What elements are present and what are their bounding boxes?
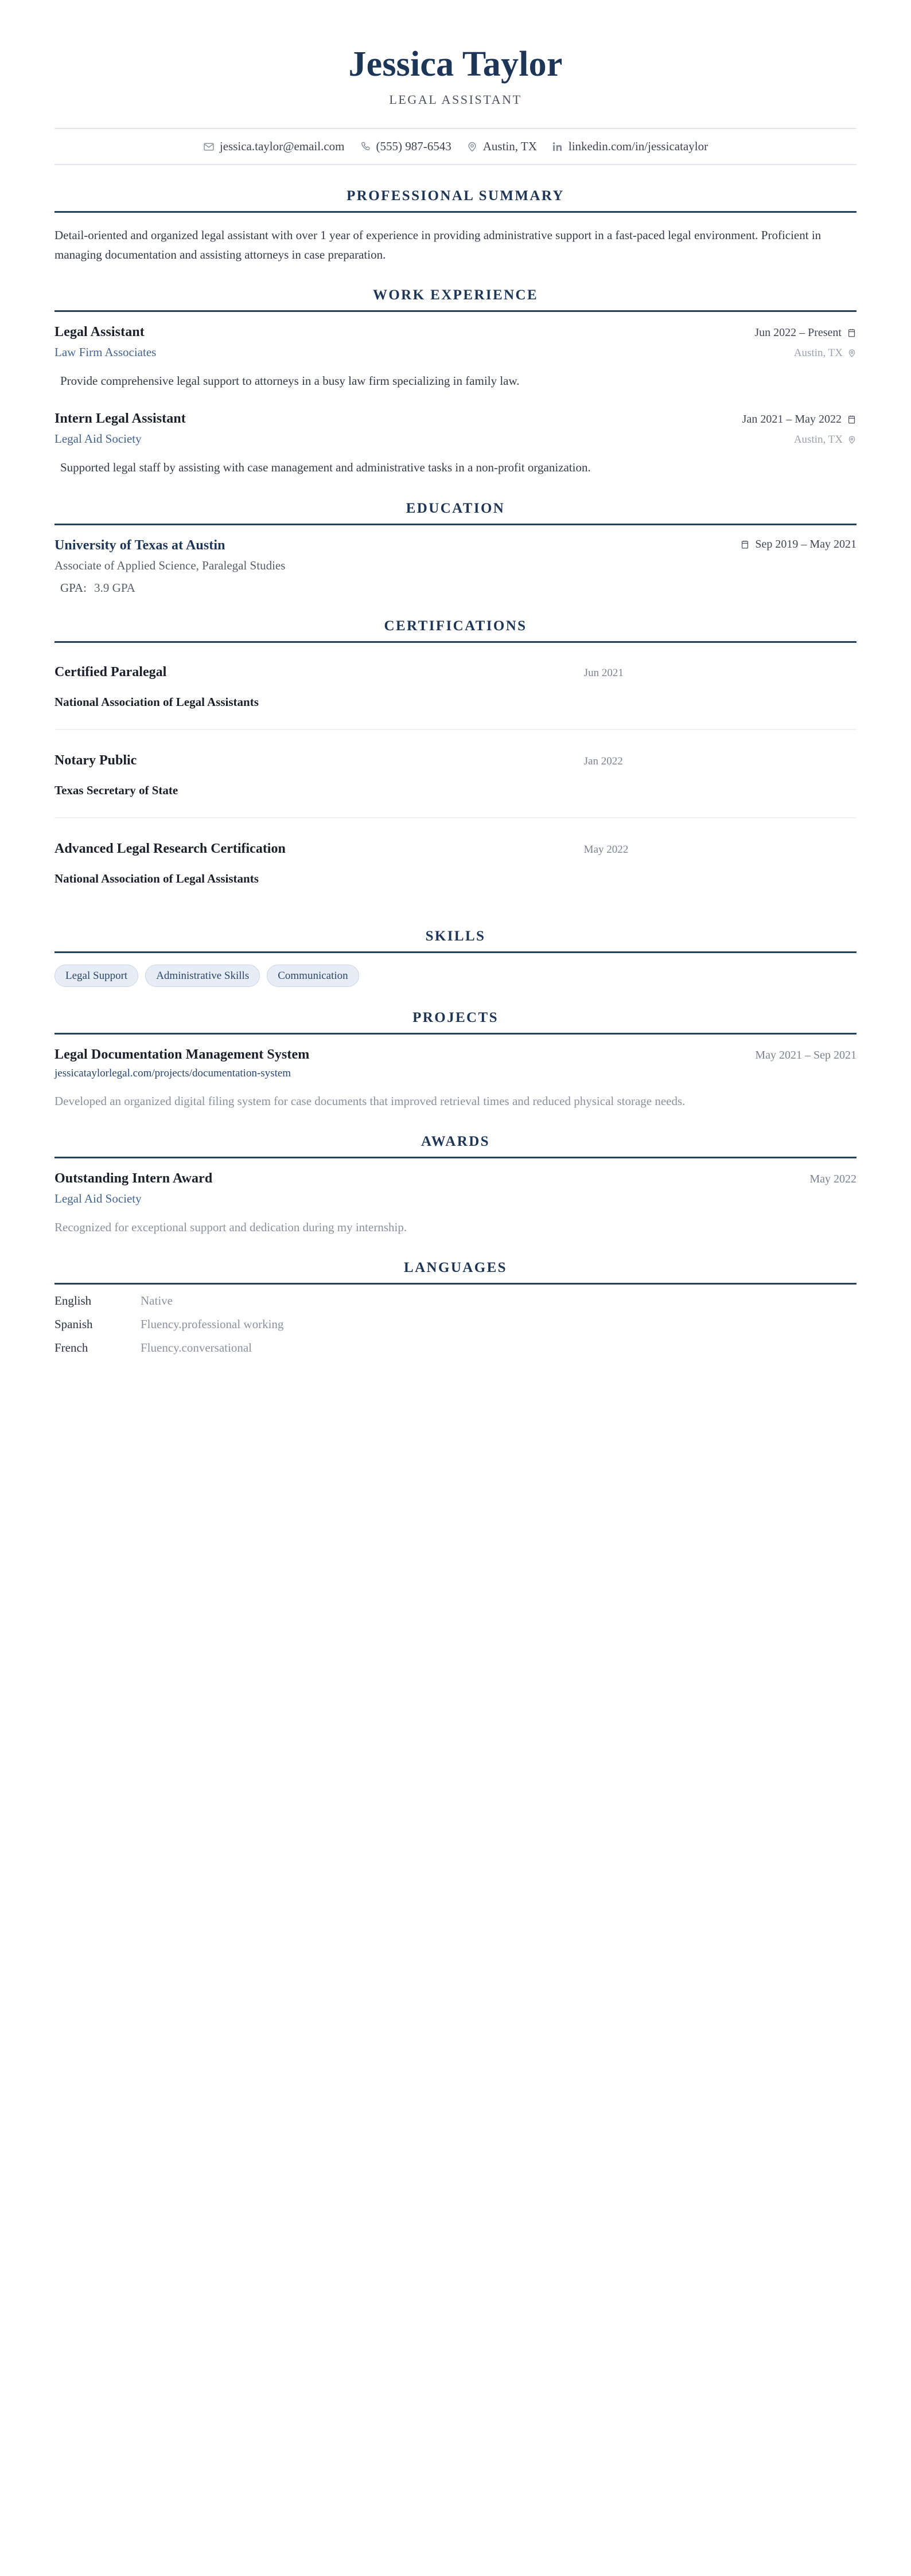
work-position: Legal Assistant <box>54 325 145 340</box>
education-body <box>54 525 857 595</box>
education-entry-subheader <box>54 559 857 573</box>
work-entry <box>54 411 857 477</box>
education-gpa <box>54 581 857 595</box>
work-entry-subheader <box>54 432 857 446</box>
work-entry-header <box>54 411 857 427</box>
section-title-work: WORK EXPERIENCE <box>372 287 539 303</box>
work-location-text: Austin, TX <box>793 347 843 360</box>
education-date-text: Sep 2019 – May 2021 <box>755 537 857 551</box>
section-title-languages: LANGUAGES <box>404 1260 507 1276</box>
education-entry-header <box>54 538 857 553</box>
skill-pill: Communication <box>267 965 359 988</box>
work-description: Supported legal staff by assisting with case management and administrative tasks in a non-profit organization. <box>60 460 591 475</box>
language-level: Fluency.conversational <box>141 1341 252 1355</box>
contact-bar <box>54 128 857 165</box>
work-date <box>754 326 857 339</box>
project-date-text: May 2021 – Sep 2021 <box>755 1049 857 1062</box>
work-entry-subheader <box>54 345 857 360</box>
certification-header <box>54 841 857 857</box>
certification-issuer: Texas Secretary of State <box>54 783 178 797</box>
section-work-experience <box>54 287 857 477</box>
work-company: Legal Aid Society <box>54 432 142 446</box>
section-education <box>54 501 857 595</box>
award-entry <box>54 1171 857 1237</box>
page-bottom-spacer <box>54 1364 857 1548</box>
project-name: Legal Documentation Management System <box>54 1047 310 1063</box>
work-location <box>794 347 857 360</box>
language-row <box>54 1317 857 1332</box>
work-location <box>794 434 857 446</box>
education-entry <box>54 538 857 595</box>
calendar-icon <box>847 415 857 424</box>
section-title-skills: SKILLS <box>425 928 486 944</box>
languages-body <box>54 1285 857 1355</box>
certification-issuer: National Association of Legal Assistants <box>54 694 259 709</box>
summary-text: Detail-oriented and organized legal assistant with over 1 year of experience in providing administrative support in a fast-paced legal environment. Proficient in managing documentation and assisting attorneys in case preparation. <box>54 228 822 262</box>
work-entry-header <box>54 325 857 340</box>
section-title-awards: AWARDS <box>421 1134 490 1150</box>
section-title-projects: PROJECTS <box>412 1010 499 1026</box>
certifications-body <box>54 643 857 905</box>
calendar-icon <box>847 328 857 338</box>
work-entry <box>54 325 857 391</box>
award-description: Recognized for exceptional support and dedication during my internship. <box>54 1220 407 1235</box>
section-projects <box>54 1010 857 1111</box>
language-row <box>54 1294 857 1308</box>
contact-phone-text: (555) 987-6543 <box>376 139 451 154</box>
language-name: English <box>54 1294 92 1308</box>
certification-header <box>54 753 857 768</box>
work-date-text: Jan 2021 – May 2022 <box>742 413 842 426</box>
section-languages <box>54 1260 857 1355</box>
section-certifications <box>54 618 857 905</box>
resume-header <box>54 0 857 107</box>
certification-date: Jan 2022 <box>583 755 623 767</box>
award-date-text: May 2022 <box>809 1173 857 1186</box>
education-date <box>740 538 857 551</box>
section-title-education: EDUCATION <box>406 500 505 516</box>
project-description: Developed an organized digital filing system for case documents that improved retrieval times and reduced physical storage needs. <box>54 1094 686 1109</box>
language-level: Native <box>141 1294 173 1308</box>
candidate-name: Jessica Taylor <box>348 45 563 84</box>
award-entry-header <box>54 1171 857 1186</box>
award-date <box>809 1173 857 1186</box>
awards-body <box>54 1158 857 1237</box>
project-entry <box>54 1047 857 1111</box>
calendar-icon <box>740 540 750 549</box>
location-pin-icon <box>466 141 478 153</box>
language-row <box>54 1341 857 1355</box>
skill-pill: Legal Support <box>54 965 138 988</box>
certification-item <box>54 729 857 817</box>
section-skills <box>54 928 857 988</box>
contact-location-text: Austin, TX <box>482 139 537 154</box>
award-entry-subheader <box>54 1192 857 1206</box>
phone-icon <box>360 141 371 153</box>
candidate-job-title: LEGAL ASSISTANT <box>389 92 522 107</box>
work-body <box>54 312 857 477</box>
skill-pill: Administrative Skills <box>145 965 260 988</box>
location-pin-icon <box>847 435 857 444</box>
contact-email[interactable] <box>203 139 345 154</box>
award-name: Outstanding Intern Award <box>54 1171 213 1186</box>
work-location-text: Austin, TX <box>793 434 843 446</box>
email-icon <box>203 141 215 153</box>
certification-date: May 2022 <box>583 843 629 856</box>
work-position: Intern Legal Assistant <box>54 411 186 427</box>
project-url[interactable]: jessicataylorlegal.com/projects/documentation-system <box>54 1067 291 1080</box>
language-name: French <box>54 1341 88 1355</box>
certification-issuer: National Association of Legal Assistants <box>54 871 259 885</box>
award-organization: Legal Aid Society <box>54 1192 142 1206</box>
section-awards <box>54 1134 857 1237</box>
certification-header <box>54 665 857 680</box>
contact-linkedin[interactable] <box>552 139 708 154</box>
education-degree: Associate of Applied Science, Paralegal Studies <box>54 558 286 572</box>
contact-linkedin-text: linkedin.com/in/jessicataylor <box>568 139 708 154</box>
linkedin-icon <box>552 141 563 153</box>
section-professional-summary <box>54 188 857 264</box>
certification-name: Advanced Legal Research Certification <box>54 841 286 856</box>
project-entry-header <box>54 1047 857 1063</box>
work-date <box>742 413 857 426</box>
location-pin-icon <box>847 349 857 358</box>
work-description: Provide comprehensive legal support to attorneys in a busy law firm specializing in family law. <box>60 374 520 388</box>
contact-location <box>466 139 537 154</box>
project-date <box>755 1049 857 1062</box>
work-date-text: Jun 2022 – Present <box>754 326 842 339</box>
work-company: Law Firm Associates <box>54 345 157 360</box>
projects-body <box>54 1035 857 1111</box>
certification-item <box>54 655 857 729</box>
language-name: Spanish <box>54 1317 93 1332</box>
certification-date: Jun 2021 <box>583 666 624 679</box>
education-gpa-label: GPA: <box>60 580 87 595</box>
certification-item <box>54 817 857 905</box>
contact-email-text: jessica.taylor@email.com <box>219 139 345 154</box>
section-title-summary: PROFESSIONAL SUMMARY <box>347 188 564 204</box>
education-school: University of Texas at Austin <box>54 537 225 553</box>
certification-name: Notary Public <box>54 752 137 768</box>
certification-name: Certified Paralegal <box>54 664 167 680</box>
contact-phone[interactable] <box>360 139 451 154</box>
skills-body <box>54 953 857 988</box>
education-gpa-value: 3.9 GPA <box>94 580 135 595</box>
section-title-certifications: CERTIFICATIONS <box>384 618 527 634</box>
summary-body <box>54 213 857 264</box>
language-level: Fluency.professional working <box>141 1317 284 1332</box>
